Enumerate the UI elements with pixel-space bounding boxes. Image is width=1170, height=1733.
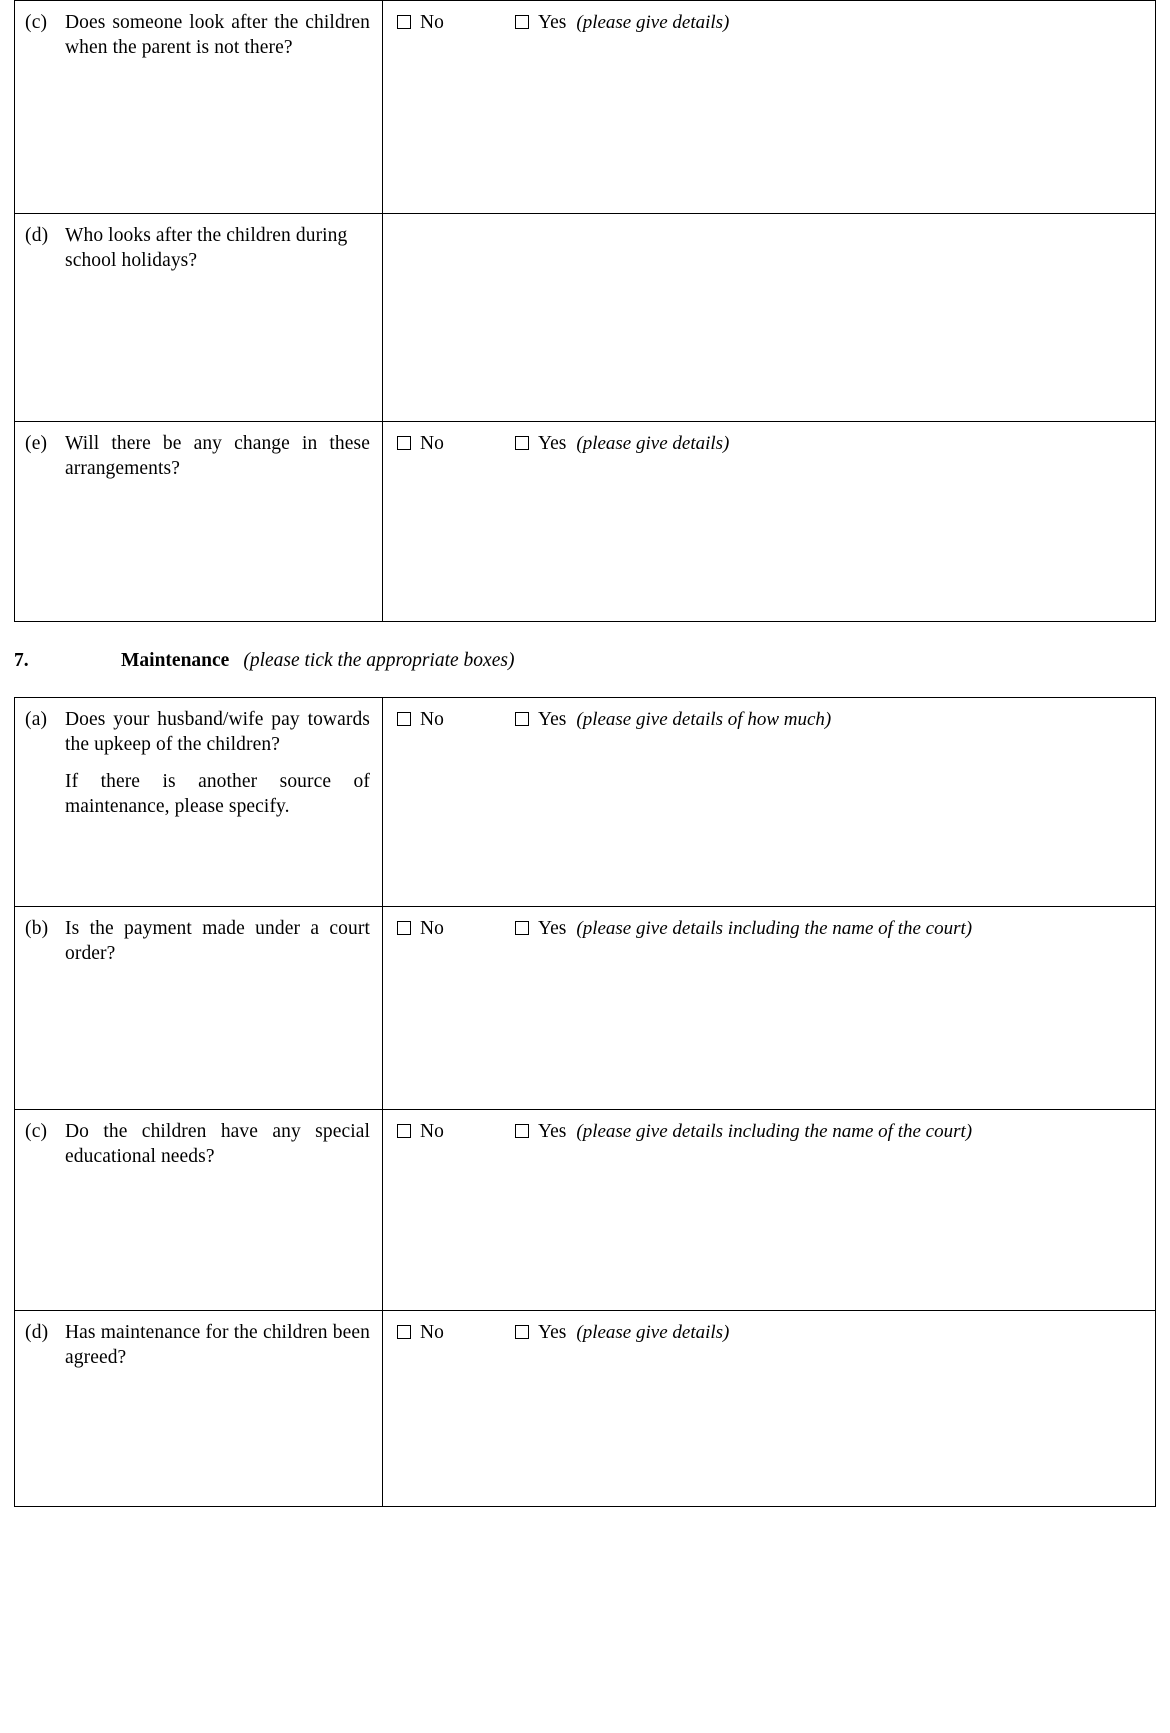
answer-cell: [383, 1, 1156, 214]
option-no[interactable]: [397, 1320, 515, 1345]
question-text: Has maintenance for the children been agreed?: [65, 1322, 370, 1368]
checkbox-yes-icon[interactable]: [515, 921, 529, 935]
option-yes-label: Yes: [538, 1121, 567, 1142]
option-no[interactable]: [397, 916, 515, 941]
option-yes[interactable]: [515, 1119, 1145, 1144]
table-row: [15, 1, 1156, 214]
checkbox-yes-icon[interactable]: [515, 1325, 529, 1339]
question-text: Will there be any change in these arrangements?: [65, 433, 370, 479]
checkbox-no-icon[interactable]: [397, 1124, 411, 1138]
checkbox-no-icon[interactable]: [397, 712, 411, 726]
answer-cell: [383, 698, 1156, 907]
checkbox-no-icon[interactable]: [397, 921, 411, 935]
table-row: [15, 422, 1156, 622]
question-text: Is the payment made under a court order?: [65, 918, 370, 964]
section-heading: [14, 648, 1170, 673]
option-yes-label: Yes: [538, 433, 567, 454]
answer-cell: [383, 422, 1156, 622]
question-cell: [15, 214, 383, 422]
checkbox-no-icon[interactable]: [397, 15, 411, 29]
option-yes[interactable]: [515, 431, 1145, 456]
question-text: Who looks after the children during school holidays?: [65, 225, 348, 271]
option-no[interactable]: [397, 431, 515, 456]
checkbox-no-icon[interactable]: [397, 436, 411, 450]
question-label: (e): [25, 433, 48, 454]
question-text-block: [65, 707, 370, 819]
checkbox-yes-icon[interactable]: [515, 1124, 529, 1138]
option-no-label: No: [420, 433, 444, 454]
section-title: Maintenance: [121, 650, 230, 671]
question-text: Does someone look after the children when the parent is not there?: [65, 12, 370, 58]
table-row: [15, 907, 1156, 1110]
answer-hint: (please give details): [576, 1322, 730, 1343]
option-no-label: No: [420, 918, 444, 939]
question-text: Do the children have any special educational needs?: [65, 1121, 370, 1167]
answer-cell: [383, 1110, 1156, 1311]
option-no[interactable]: [397, 1119, 515, 1144]
question-cell: [15, 1311, 383, 1507]
answer-hint: (please give details): [576, 12, 730, 33]
table-row: [15, 214, 1156, 422]
question-label: (c): [25, 12, 48, 33]
question-label: (d): [25, 225, 49, 246]
question-cell: [15, 907, 383, 1110]
question-label: (d): [25, 1322, 49, 1343]
section-hint: (please tick the appropriate boxes): [243, 650, 515, 671]
option-yes[interactable]: [515, 10, 1145, 35]
section-number: 7.: [14, 650, 29, 671]
table-row: [15, 698, 1156, 907]
checkbox-yes-icon[interactable]: [515, 15, 529, 29]
answer-cell[interactable]: [383, 214, 1156, 422]
option-yes[interactable]: [515, 1320, 1145, 1345]
question-cell: [15, 698, 383, 907]
answer-hint: (please give details including the name of the court): [576, 1121, 973, 1142]
option-yes-label: Yes: [538, 918, 567, 939]
table-row: [15, 1311, 1156, 1507]
option-no-label: No: [420, 709, 444, 730]
checkbox-no-icon[interactable]: [397, 1325, 411, 1339]
children-arrangements-table: [14, 0, 1156, 622]
question-label: (c): [25, 1121, 48, 1142]
answer-hint: (please give details including the name of the court): [576, 918, 973, 939]
answer-cell: [383, 1311, 1156, 1507]
question-cell: [15, 1, 383, 214]
option-yes-label: Yes: [538, 1322, 567, 1343]
checkbox-yes-icon[interactable]: [515, 436, 529, 450]
option-yes[interactable]: [515, 707, 1145, 732]
option-no-label: No: [420, 12, 444, 33]
checkbox-yes-icon[interactable]: [515, 712, 529, 726]
question-cell: [15, 1110, 383, 1311]
answer-hint: (please give details of how much): [576, 709, 832, 730]
answer-hint: (please give details): [576, 433, 730, 454]
option-yes-label: Yes: [538, 12, 567, 33]
option-no-label: No: [420, 1121, 444, 1142]
question-cell: [15, 422, 383, 622]
option-no-label: No: [420, 1322, 444, 1343]
maintenance-table: [14, 697, 1156, 1507]
answer-cell: [383, 907, 1156, 1110]
table-row: [15, 1110, 1156, 1311]
question-label: (a): [25, 709, 48, 730]
option-no[interactable]: [397, 707, 515, 732]
question-text-secondary: If there is another source of maintenance, please specify.: [65, 771, 370, 817]
question-label: (b): [25, 918, 49, 939]
option-yes[interactable]: [515, 916, 1145, 941]
option-no[interactable]: [397, 10, 515, 35]
option-yes-label: Yes: [538, 709, 567, 730]
question-text: Does your husband/wife pay towards the upkeep of the children?: [65, 709, 370, 755]
